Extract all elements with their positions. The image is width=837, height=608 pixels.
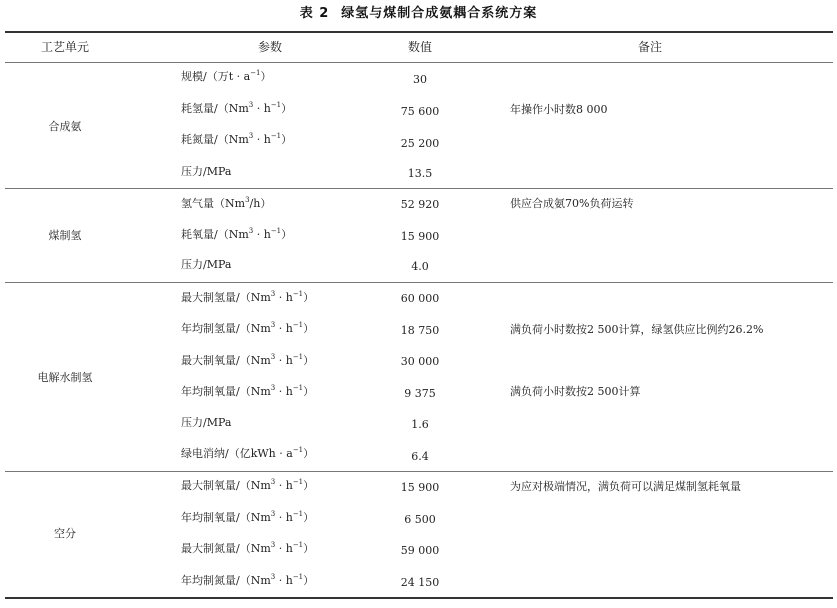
value-cell: 1.6: [411, 418, 429, 431]
group-rule: [5, 282, 833, 283]
value-cell: 24 150: [400, 576, 440, 589]
note-cell: 为应对极端情况，满负荷可以满足煤制氢耗氧量: [510, 480, 741, 493]
param-cell: 绿电消纳/（亿kWh · $a^{-1}$）: [181, 446, 315, 460]
value-cell: 4.0: [411, 260, 429, 273]
value-cell: 18 750: [400, 324, 440, 337]
header-note: 备注: [637, 40, 662, 54]
param-cell: 规模/（万$t \cdot a^{-1}$）: [181, 69, 272, 83]
note-cell: 满负荷小时数按2 500计算，绿氢供应比例约26.2%: [510, 323, 764, 336]
param-cell: 最大制氮量$/(Nm^3 \cdot h^{-1})$: [181, 541, 315, 555]
header-param: 参数: [257, 40, 282, 54]
unit-label: 空分: [54, 527, 76, 540]
value-cell: 75 600: [400, 105, 440, 118]
table-caption: [0, 2, 837, 21]
param-cell: 最大制氧量$/(Nm^3 \cdot h^{-1})$: [181, 353, 315, 367]
value-cell: 15 900: [400, 481, 440, 494]
unit-label: 合成氨: [48, 120, 82, 133]
param-cell: 年均制氮量$/(Nm^3 \cdot h^{-1})$: [181, 573, 315, 587]
value-cell: 6 500: [404, 513, 436, 526]
value-cell: 30 000: [400, 355, 440, 368]
param-cell: 年均制氢量$/(Nm^3 \cdot h^{-1})$: [181, 321, 315, 335]
value-cell: 52 920: [400, 198, 440, 211]
top-rule: [5, 31, 833, 33]
value-cell: 15 900: [400, 230, 440, 243]
param-cell: 最大制氧量$/(Nm^3 \cdot h^{-1})$: [181, 478, 315, 492]
note-cell: 满负荷小时数按2 500计算: [510, 385, 641, 398]
param-cell: 耗氢量$/(Nm^3 \cdot h^{-1})$: [181, 101, 293, 115]
param-cell: 耗氮量$/(Nm^3 \cdot h^{-1})$: [181, 132, 293, 146]
param-cell: 压力/MPa: [181, 416, 232, 429]
value-cell: 60 000: [400, 292, 440, 305]
value-cell: 6.4: [411, 450, 429, 463]
value-cell: 9 375: [404, 387, 436, 400]
param-cell: 耗氧量$/(Nm^3 \cdot h^{-1})$: [181, 227, 293, 241]
header-value: 数值: [407, 40, 432, 54]
value-cell: 59 000: [400, 544, 440, 557]
table-title: 绿氢与煤制合成氨耦合系统方案: [341, 6, 538, 21]
note-cell: 年操作小时数8 000: [510, 103, 608, 116]
param-cell: 最大制氢量$/(Nm^3 \cdot h^{-1})$: [181, 290, 315, 304]
bottom-rule: [5, 597, 833, 599]
table-number: 表 2: [299, 6, 330, 21]
param-cell: 氢气量（Nm$^3$/h）: [181, 196, 272, 210]
unit-label: 电解水制氢: [37, 371, 93, 384]
param-cell: 压力/MPa: [181, 165, 232, 178]
param-cell: 年均制氧量$/(Nm^3 \cdot h^{-1})$: [181, 510, 315, 524]
note-cell: 供应合成氨70%负荷运转: [510, 197, 634, 210]
header-rule: [5, 62, 833, 63]
param-cell: 年均制氧量$/(Nm^3 \cdot h^{-1})$: [181, 384, 315, 398]
group-rule: [5, 471, 833, 472]
group-rule: [5, 188, 833, 189]
value-cell: 30: [413, 73, 427, 86]
value-cell: 25 200: [400, 137, 440, 150]
unit-label: 煤制氢: [48, 229, 82, 242]
header-unit: 工艺单元: [40, 40, 89, 54]
param-cell: 压力/MPa: [181, 258, 232, 271]
value-cell: 13.5: [407, 167, 433, 180]
